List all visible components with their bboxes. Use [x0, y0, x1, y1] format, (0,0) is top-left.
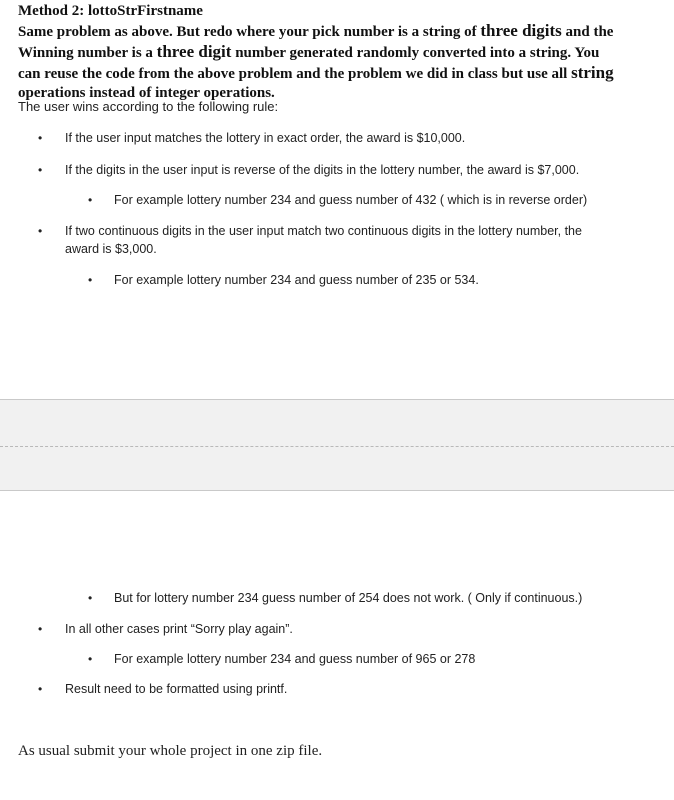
page-break-gap: [0, 399, 674, 491]
bullet-icon: •: [88, 591, 93, 605]
list-item-text: For example lottery number 234 and guess number of 235 or 534.: [114, 273, 479, 287]
list-item-text: For example lottery number 234 and guess number of 432 ( which is in reverse order): [114, 193, 588, 207]
heading-line-2-text-b: and the: [561, 24, 614, 40]
heading-line-3: [18, 42, 658, 63]
list-item-text: award is $3,000.: [65, 242, 157, 256]
heading-line-4: [18, 63, 658, 84]
bullet-icon: •: [38, 622, 43, 636]
list-item-text: If two continuous digits in the user input match two continuous digits in the lottery number, the: [65, 224, 582, 238]
list-item-text: If the digits in the user input is reverse of the digits in the lottery number, the award is $7,000.: [65, 163, 580, 177]
heading-line-3-text-a: Winning number is a: [18, 45, 157, 61]
assignment-heading: [18, 2, 658, 103]
heading-line-2-emphasis: three digits: [480, 21, 562, 40]
submission-note: As usual submit your whole project in one zip file.: [18, 743, 323, 759]
bullet-icon: •: [88, 652, 93, 666]
list-item-text: But for lottery number 234 guess number of 254 does not work. ( Only if continuous.): [114, 591, 583, 605]
method-title: Method 2: lottoStrFirstname: [18, 3, 203, 19]
bullet-icon: •: [38, 163, 43, 177]
heading-line-4-text-a: can reuse the code from the above problem and the problem we did in class but use all: [18, 66, 572, 82]
list-item-text: If the user input matches the lottery in exact order, the award is $10,000.: [65, 131, 466, 145]
bullet-icon: •: [88, 273, 93, 287]
heading-line-2-text-a: Same problem as above. But redo where your pick number is a string of: [18, 24, 481, 40]
heading-line-3-emphasis: three digit: [156, 42, 232, 61]
bullet-icon: •: [88, 193, 93, 207]
rule-intro: The user wins according to the following rule:: [18, 99, 279, 114]
heading-line-4-emphasis: string: [571, 63, 614, 82]
page-break-line: [0, 446, 674, 447]
bullet-icon: •: [38, 224, 43, 238]
list-item-text: For example lottery number 234 and guess number of 965 or 278: [114, 652, 476, 666]
bullet-icon: •: [38, 682, 43, 696]
list-item-text: Result need to be formatted using printf.: [65, 682, 288, 696]
bullet-icon: •: [38, 131, 43, 145]
heading-line-3-text-b: number generated randomly converted into a string. You: [231, 45, 600, 61]
heading-line-5: operations instead of integer operations.: [18, 85, 275, 101]
heading-line-2: [18, 21, 658, 42]
list-item-text: In all other cases print “Sorry play again”.: [65, 622, 293, 636]
